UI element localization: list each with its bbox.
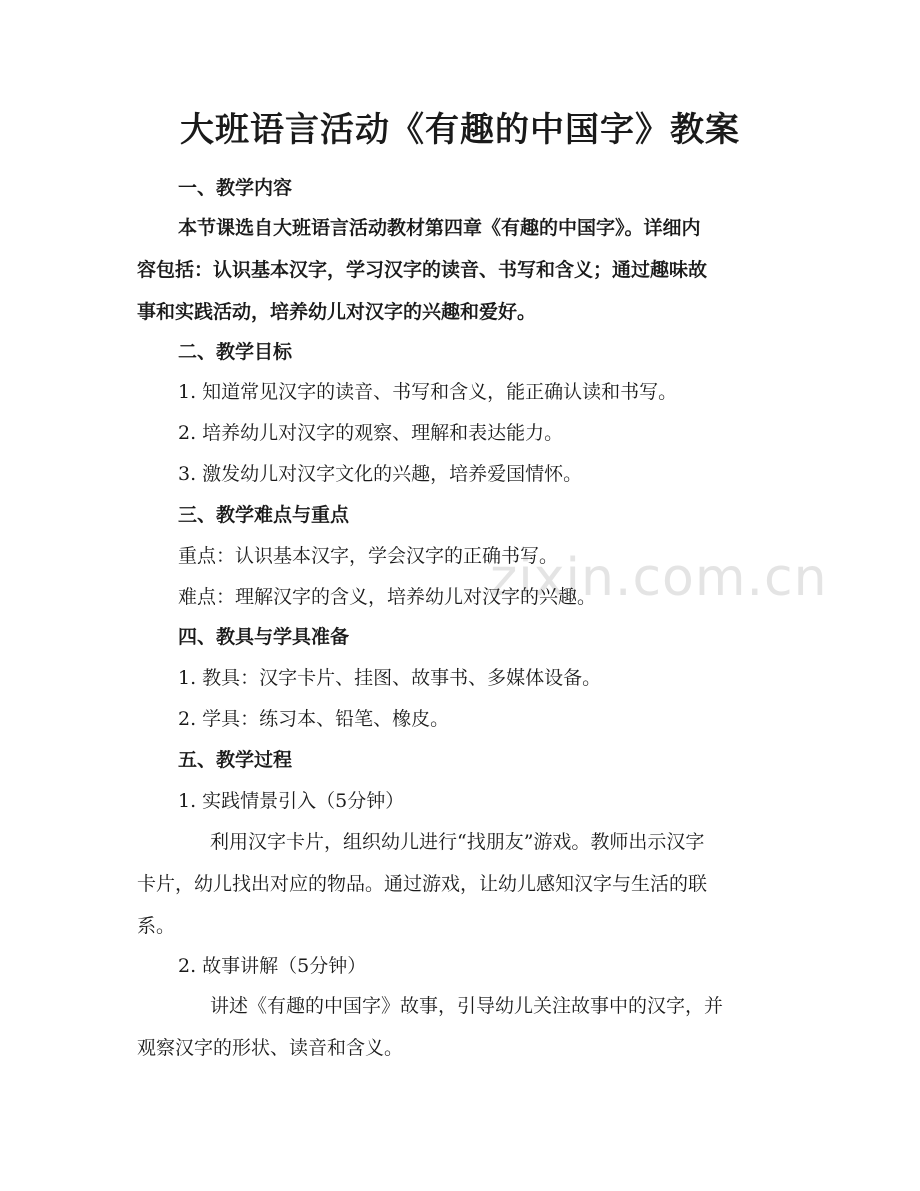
- material-item-1: 1. 教具：汉字卡片、挂图、故事书、多媒体设备。: [178, 667, 602, 689]
- material-item-2: 2. 学具：练习本、铅笔、橡皮。: [178, 708, 450, 730]
- content-line-3: 事和实践活动，培养幼儿对汉字的兴趣和爱好。: [137, 301, 537, 323]
- watermark: zixin.com.cn: [490, 548, 828, 608]
- section-heading-materials: 四、教具与学具准备: [178, 626, 350, 648]
- goal-item-2: 2. 培养幼儿对汉字的观察、理解和表达能力。: [178, 422, 564, 444]
- content-line-1: 本节课选自大班语言活动教材第四章《有趣的中国字》。详细内: [178, 217, 701, 239]
- section-heading-keypoints: 三、教学难点与重点: [178, 504, 350, 526]
- process-step-1-line-3: 系。: [137, 915, 176, 937]
- section-heading-content: 一、教学内容: [178, 177, 293, 199]
- process-step-1-title: 1. 实践情景引入（5分钟）: [178, 790, 405, 812]
- process-step-2-line-1: 讲述《有趣的中国字》故事，引导幼儿关注故事中的汉字，并: [210, 995, 724, 1017]
- section-heading-process: 五、教学过程: [178, 749, 293, 771]
- process-step-2-line-2: 观察汉字的形状、读音和含义。: [137, 1037, 404, 1059]
- section-heading-goals: 二、教学目标: [178, 341, 293, 363]
- keypoint-item-2: 难点：理解汉字的含义，培养幼儿对汉字的兴趣。: [178, 586, 597, 608]
- process-step-2-title: 2. 故事讲解（5分钟）: [178, 955, 367, 977]
- process-step-1-line-2: 卡片，幼儿找出对应的物品。通过游戏，让幼儿感知汉字与生活的联: [137, 873, 708, 895]
- keypoint-item-1: 重点：认识基本汉字，学会汉字的正确书写。: [178, 545, 559, 567]
- goal-item-1: 1. 知道常见汉字的读音、书写和含义，能正确认读和书写。: [178, 381, 678, 403]
- process-step-1-line-1: 利用汉字卡片，组织幼儿进行“找朋友”游戏。教师出示汉字: [210, 831, 705, 853]
- goal-item-3: 3. 激发幼儿对汉字文化的兴趣，培养爱国情怀。: [178, 463, 583, 485]
- content-line-2: 容包括：认识基本汉字，学习汉字的读音、书写和含义；通过趣味故: [137, 259, 708, 281]
- document-title: 大班语言活动《有趣的中国字》教案: [180, 110, 740, 150]
